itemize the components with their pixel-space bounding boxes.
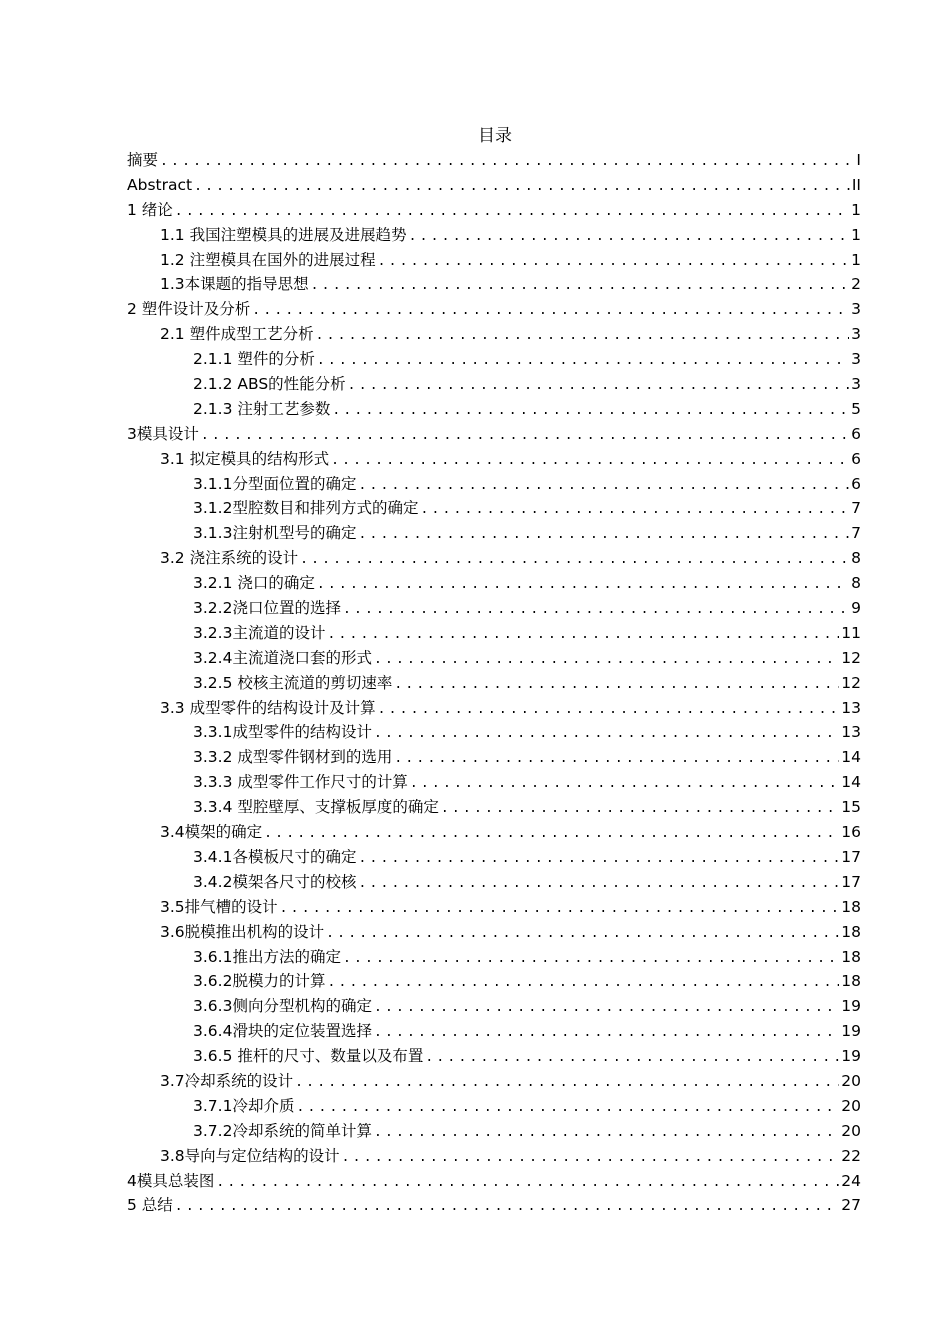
toc-title: 目录 [478, 126, 512, 146]
toc-entry-title: 3.7.1冷却介质 [193, 1096, 295, 1115]
toc-entry[interactable] [127, 1193, 861, 1218]
dot-leader [175, 200, 849, 225]
toc-entry[interactable] [127, 945, 861, 970]
toc-entry-title: 4模具总装图 [127, 1171, 215, 1190]
toc-entry-title: 3.2 浇注系统的设计 [160, 549, 299, 568]
dot-leader [316, 324, 850, 349]
toc-entry-title: 3.3.3 成型零件工作尺寸的计算 [193, 773, 408, 792]
toc-entry-title: 5 总结 [127, 1196, 173, 1215]
toc-entry-title: 3.6.5 推杆的尺寸、数量以及布置 [193, 1047, 424, 1066]
toc-entry-page: 19 [841, 1022, 861, 1041]
dot-leader [425, 1046, 839, 1071]
dot-leader [201, 424, 849, 449]
toc-entry[interactable] [127, 1144, 861, 1169]
toc-entry-title: 3.2.2浇口位置的选择 [193, 599, 341, 618]
toc-entry-title: 1 绪论 [127, 200, 173, 219]
toc-entry[interactable] [127, 322, 861, 347]
toc-entry-title: 3.8导向与定位结构的设计 [160, 1146, 340, 1165]
toc-entry-title: 3.3.2 成型零件钢材到的选用 [193, 748, 393, 767]
toc-entry-title: Abstract [127, 175, 193, 194]
toc-entry-page: I [856, 151, 861, 169]
toc-entry-page: 19 [841, 997, 861, 1016]
dot-leader [394, 673, 839, 698]
dot-leader [332, 399, 849, 424]
toc-entry-title: 1.2 注塑模具在国外的进展过程 [160, 250, 376, 269]
dot-leader [342, 1146, 840, 1171]
toc-entry[interactable] [127, 1044, 861, 1069]
toc-entry-title: 2.1.1 塑件的分析 [193, 350, 315, 369]
toc-entry[interactable] [127, 521, 861, 546]
toc-entry[interactable] [127, 1069, 861, 1094]
toc-entry[interactable] [127, 870, 861, 895]
toc-entry-title: 3.6.4滑块的定位装置选择 [193, 1022, 372, 1041]
toc-entry[interactable] [127, 646, 861, 671]
toc-entry-page: 24 [841, 1171, 861, 1190]
toc-entry-page: 18 [841, 922, 861, 941]
dot-leader [331, 449, 849, 474]
dot-leader [409, 225, 850, 250]
toc-entry-title: 3.1.3注射机型号的确定 [193, 524, 357, 543]
toc-entry-title: 1.1 我国注塑模具的进展及进展趋势 [160, 225, 407, 244]
toc-entry-page: 3 [851, 375, 861, 394]
toc-entry[interactable] [127, 920, 861, 945]
toc-entry-page: 8 [851, 549, 861, 568]
toc-entry-title: 3.2.4主流道浇口套的形式 [193, 648, 372, 667]
toc-entry[interactable] [127, 895, 861, 920]
toc-entry[interactable] [127, 1019, 861, 1044]
toc-entry-page: 14 [841, 773, 861, 792]
toc-entry-page: 27 [841, 1196, 861, 1215]
toc-entry[interactable] [127, 347, 861, 372]
dot-leader [317, 573, 849, 598]
toc-entry-title: 3.7冷却系统的设计 [160, 1071, 294, 1090]
toc-entry-page: 6 [851, 474, 861, 493]
toc-entry-title: 3.2.5 校核主流道的剪切速率 [193, 673, 393, 692]
toc-entry[interactable] [127, 770, 861, 795]
dot-leader [394, 747, 839, 772]
dot-leader [420, 498, 849, 523]
toc-entry-page: 22 [841, 1146, 861, 1165]
toc-entry[interactable] [127, 621, 861, 646]
toc-entry-title: 3模具设计 [127, 424, 199, 443]
dot-leader [343, 598, 849, 623]
toc-entry-title: 3.1.2型腔数目和排列方式的确定 [193, 499, 419, 518]
toc-entry-title: 3.5排气槽的设计 [160, 897, 278, 916]
toc-entry-title: 2.1.3 注射工艺参数 [193, 399, 331, 418]
toc-entry-title: 2.1 塑件成型工艺分析 [160, 325, 314, 344]
toc-entry-title: 3.6.3侧向分型机构的确定 [193, 997, 372, 1016]
toc-entry-title: 3.3 成型零件的结构设计及计算 [160, 698, 376, 717]
dot-leader [194, 175, 850, 200]
dot-leader [300, 548, 849, 573]
toc-entry-page: 20 [841, 1096, 861, 1115]
toc-entry-page: 16 [841, 823, 861, 842]
dot-leader [358, 872, 839, 897]
dot-leader [374, 722, 839, 747]
toc-entry-page: 12 [841, 648, 861, 667]
toc-entry-page: 18 [841, 972, 861, 991]
toc-entry-title: 1.3本课题的指导思想 [160, 275, 309, 294]
toc-entry-title: 3.6.2脱模力的计算 [193, 972, 326, 991]
toc-entry[interactable] [127, 820, 861, 845]
toc-entry-page: 15 [841, 798, 861, 817]
toc-entry[interactable] [127, 745, 861, 770]
toc-entry-page: 18 [841, 897, 861, 916]
dot-leader [374, 648, 839, 673]
dot-leader [374, 1121, 839, 1146]
toc-entry[interactable] [127, 1094, 861, 1119]
toc-entry-page: 7 [851, 524, 861, 543]
toc-entry-page: 8 [851, 574, 861, 593]
toc-entry[interactable] [127, 696, 861, 721]
dot-leader [358, 523, 849, 548]
dot-leader [374, 996, 839, 1021]
dot-leader [441, 797, 839, 822]
toc-entry[interactable] [127, 248, 861, 273]
toc-entry-page: 11 [841, 623, 861, 642]
toc-entry-page: 19 [841, 1047, 861, 1066]
toc-entry-page: 5 [851, 399, 861, 418]
toc-entry[interactable] [127, 422, 861, 447]
toc-entry-page: 17 [841, 872, 861, 891]
toc-entry-title: 3.3.4 型腔壁厚、支撑板厚度的确定 [193, 798, 439, 817]
dot-leader [327, 623, 839, 648]
toc-entry-page: 1 [851, 225, 861, 244]
toc-entry-page: 13 [841, 698, 861, 717]
toc-entry[interactable] [127, 845, 861, 870]
toc-entry[interactable] [127, 1169, 861, 1194]
dot-leader [374, 1021, 839, 1046]
dot-leader [348, 374, 849, 399]
toc-entry-page: 13 [841, 723, 861, 742]
toc-entry-title: 3.4.2模架各尺寸的校核 [193, 872, 357, 891]
dot-leader [343, 947, 839, 972]
toc-entry-page: 3 [851, 350, 861, 369]
toc-entry[interactable] [127, 198, 861, 223]
dot-leader [410, 772, 839, 797]
toc-entry-title: 3.4模架的确定 [160, 823, 263, 842]
dot-leader [326, 922, 839, 947]
toc-entry[interactable] [127, 795, 861, 820]
dot-leader [378, 698, 840, 723]
toc-entry-page: 1 [851, 250, 861, 269]
toc-entry-page: 3 [851, 300, 861, 319]
dot-leader [216, 1171, 839, 1196]
dot-leader [311, 274, 849, 299]
toc-entry[interactable] [127, 372, 861, 397]
dot-leader [296, 1096, 839, 1121]
toc-entry-page: 9 [851, 599, 861, 618]
toc-entry[interactable] [127, 472, 861, 497]
toc-entry-page: 3 [851, 325, 861, 344]
toc-entry-title: 3.6.1推出方法的确定 [193, 947, 341, 966]
toc-entry-page: 1 [851, 200, 861, 219]
toc-entry-page: 14 [841, 748, 861, 767]
toc-entry[interactable] [127, 546, 861, 571]
dot-leader [160, 150, 854, 175]
toc-entry-page: 20 [841, 1121, 861, 1140]
toc-entry[interactable] [127, 969, 861, 994]
toc-entry-title: 2 塑件设计及分析 [127, 300, 251, 319]
dot-leader [175, 1195, 839, 1220]
toc-entry-title: 3.1.1分型面位置的确定 [193, 474, 357, 493]
toc-entry[interactable] [127, 148, 861, 173]
dot-leader [327, 971, 839, 996]
dot-leader [252, 299, 849, 324]
toc-entry[interactable] [127, 571, 861, 596]
dot-leader [295, 1071, 839, 1096]
toc-entry-title: 3.6脱模推出机构的设计 [160, 922, 325, 941]
toc-entry-title: 3.1 拟定模具的结构形式 [160, 449, 330, 468]
toc-entry[interactable] [127, 496, 861, 521]
toc-entry-page: 17 [841, 847, 861, 866]
toc-entry-page: 7 [851, 499, 861, 518]
dot-leader [264, 822, 839, 847]
table-of-contents [127, 148, 861, 1218]
toc-entry-title: 3.2.3主流道的设计 [193, 623, 326, 642]
toc-entry-title: 3.7.2冷却系统的简单计算 [193, 1121, 372, 1140]
toc-entry-page: 18 [841, 947, 861, 966]
toc-entry[interactable] [127, 397, 861, 422]
toc-entry[interactable] [127, 671, 861, 696]
toc-entry-title: 3.2.1 浇口的确定 [193, 574, 315, 593]
toc-entry-title: 3.3.1成型零件的结构设计 [193, 723, 372, 742]
toc-entry[interactable] [127, 223, 861, 248]
toc-entry-page: 20 [841, 1071, 861, 1090]
toc-entry[interactable] [127, 297, 861, 322]
toc-entry-page: 12 [841, 673, 861, 692]
dot-leader [317, 349, 849, 374]
toc-entry-page: II [851, 175, 861, 194]
toc-entry[interactable] [127, 272, 861, 297]
toc-entry-title: 摘要 [127, 151, 159, 169]
toc-entry-title: 3.4.1各模板尺寸的确定 [193, 847, 357, 866]
dot-leader [378, 250, 850, 275]
dot-leader [358, 474, 849, 499]
dot-leader [280, 897, 840, 922]
toc-entry[interactable] [127, 173, 861, 198]
toc-entry-page: 2 [851, 275, 861, 294]
toc-entry[interactable] [127, 720, 861, 745]
toc-entry[interactable] [127, 994, 861, 1019]
toc-entry[interactable] [127, 447, 861, 472]
toc-entry[interactable] [127, 596, 861, 621]
toc-entry[interactable] [127, 1119, 861, 1144]
toc-entry-page: 6 [851, 449, 861, 468]
toc-entry-title: 2.1.2 ABS的性能分析 [193, 375, 346, 394]
dot-leader [358, 847, 839, 872]
toc-entry-page: 6 [851, 424, 861, 443]
